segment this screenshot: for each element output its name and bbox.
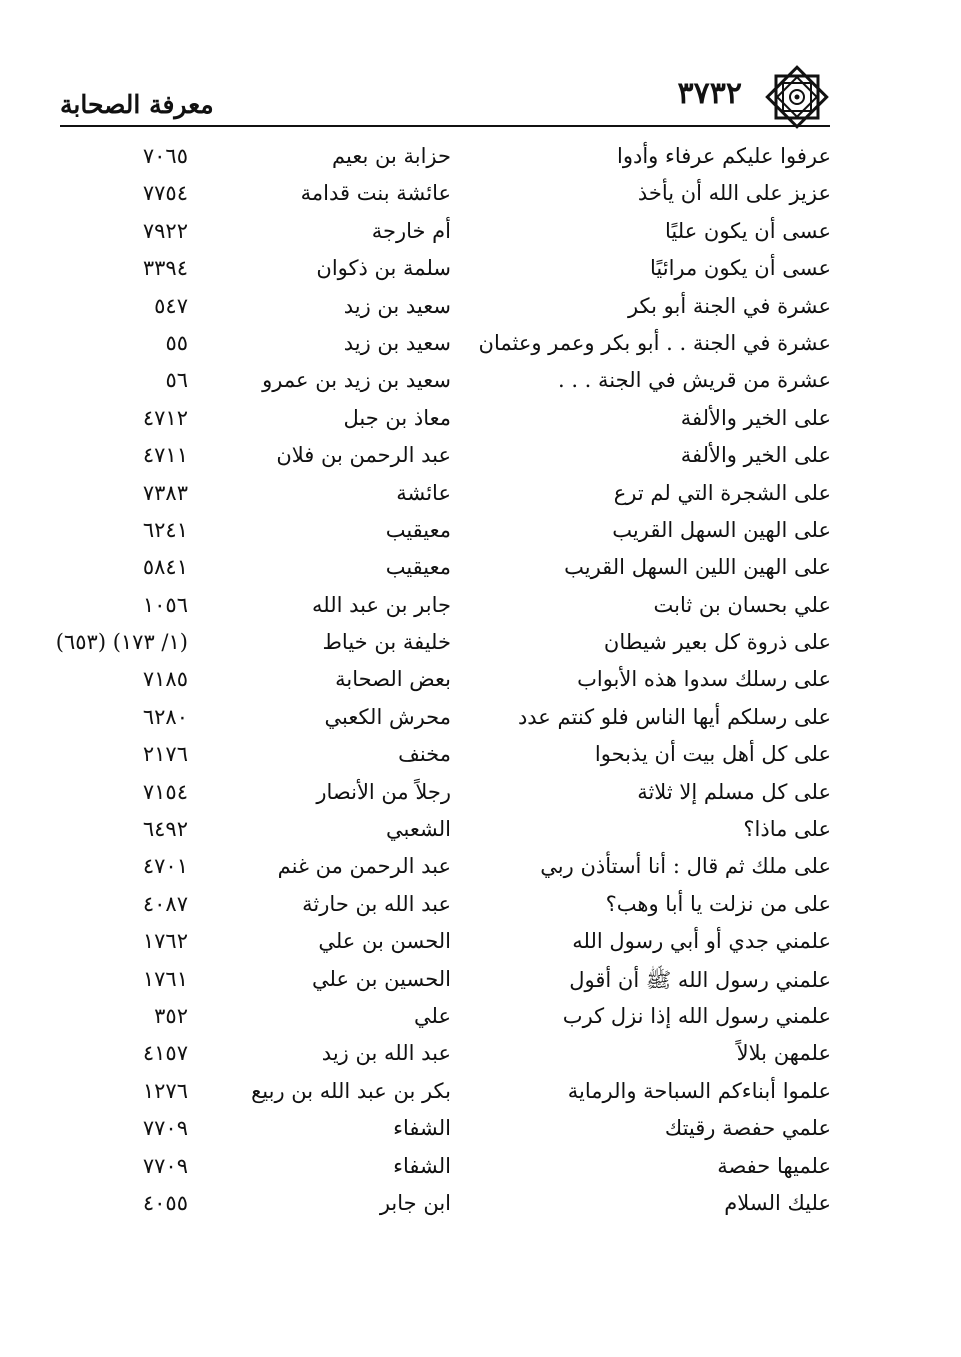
- page-header: [60, 62, 830, 126]
- hadith-text: على الهين السهل القريب: [612, 517, 831, 542]
- hadith-text: على الخير والألفة: [680, 443, 831, 468]
- reference-number: ١٧٦١: [142, 966, 188, 991]
- hadith-text: على الخير والألفة: [680, 405, 831, 430]
- reference-number: ٧٧٥٤: [142, 181, 188, 206]
- reference-number: ٥٥: [165, 330, 188, 355]
- narrator-name: سعيد بن زيد بن عمرو: [262, 368, 451, 393]
- index-row: [0, 1114, 961, 1151]
- index-row: [0, 404, 961, 441]
- index-row: [0, 965, 961, 1002]
- hadith-text: علمني جدي أو أبي رسول الله: [572, 929, 831, 954]
- islamic-star-ornament-icon: [764, 64, 830, 130]
- index-row: [0, 142, 961, 179]
- hadith-text: علموا أبناءكم السباحة والرماية: [567, 1078, 831, 1103]
- index-row: [0, 927, 961, 964]
- index-row: [0, 628, 961, 665]
- hadith-text: عزيز على الله أن يأخذ: [637, 181, 831, 206]
- narrator-name: خليفة بن خياط: [322, 630, 451, 655]
- index-row: [0, 591, 961, 628]
- hadith-text: على كل أهل بيت أن يذبحوا: [594, 742, 831, 767]
- hadith-text: على الشجرة التي لم ترع: [613, 480, 831, 505]
- index-row: [0, 329, 961, 366]
- hadith-text: على من نزلت يا أبا وهب؟: [605, 891, 831, 916]
- reference-number: ٤٧١٢: [142, 405, 188, 430]
- index-row: [0, 441, 961, 478]
- hadith-text: عشرة في الجنة أبو بكر: [627, 293, 831, 318]
- narrator-name: عائشة بنت قدامة: [300, 181, 451, 206]
- narrator-name: سلمة بن ذكوان: [316, 256, 451, 281]
- index-row: [0, 553, 961, 590]
- header-rule: [60, 125, 830, 127]
- narrator-name: ابن جابر: [379, 1190, 451, 1215]
- narrator-name: رجلاً من الأنصار: [316, 779, 451, 804]
- reference-number: ٣٥٢: [154, 1003, 188, 1028]
- index-row: [0, 366, 961, 403]
- hadith-text: على كل مسلم إلا ثلاثة: [637, 779, 831, 804]
- index-row: [0, 740, 961, 777]
- reference-number: (١/ ١٧٣) (٦٥٣): [55, 630, 188, 655]
- index-row: [0, 1002, 961, 1039]
- narrator-name: عبد الرحمن من غنم: [277, 854, 451, 879]
- narrator-name: الشفاء: [393, 1153, 451, 1178]
- index-row: [0, 815, 961, 852]
- reference-number: ٧٣٨٣: [142, 480, 188, 505]
- hadith-text: علمي حفصة رقيتك: [664, 1116, 831, 1141]
- index-row: [0, 778, 961, 815]
- hadith-text: عشرة من قريش في الجنة . . .: [557, 368, 831, 393]
- narrator-name: بكر بن عبد الله بن ربيع: [251, 1078, 451, 1103]
- hadith-text: على رسلكم أيها الناس فلو كنتم عدد: [517, 704, 831, 729]
- reference-number: ٢١٧٦: [142, 742, 188, 767]
- narrator-name: معيقيب: [385, 517, 451, 542]
- reference-number: ٤٧٠١: [142, 854, 188, 879]
- reference-number: ٦٢٤١: [142, 517, 188, 542]
- hadith-text: عسى أن يكون عليًا: [665, 218, 831, 243]
- narrator-name: حزابة بن بعيم: [332, 144, 451, 168]
- index-row: [0, 1152, 961, 1189]
- reference-number: ٧١٨٥: [142, 667, 188, 692]
- narrator-name: مخنف: [398, 742, 451, 767]
- narrator-name: عائشة: [396, 480, 451, 505]
- index-row: [0, 1077, 961, 1114]
- narrator-name: أم خارجة: [371, 218, 451, 243]
- hadith-text: على ذروة كل بعير شيطان: [603, 630, 831, 655]
- narrator-name: الحسين بن علي: [311, 966, 451, 991]
- narrator-name: علي: [414, 1003, 451, 1028]
- page-number: ٣٧٣٢: [677, 76, 742, 111]
- reference-number: ٧٧٠٩: [142, 1116, 188, 1141]
- reference-number: ٣٣٩٤: [142, 256, 188, 281]
- reference-number: ٧٩٢٢: [142, 218, 188, 243]
- hadith-text: عشرة في الجنة . . أبو بكر وعمر وعثمان: [478, 330, 831, 355]
- reference-number: ٤١٥٧: [142, 1041, 188, 1066]
- index-row: [0, 1039, 961, 1076]
- reference-number: ٧١٥٤: [142, 779, 188, 804]
- reference-number: ٤٠٥٥: [142, 1190, 188, 1215]
- reference-number: ٧٠٦٥: [142, 144, 188, 168]
- narrator-name: سعيد بن زيد: [343, 293, 451, 318]
- reference-number: ٧٧٠٩: [142, 1153, 188, 1178]
- narrator-name: الشفاء: [393, 1116, 451, 1141]
- reference-number: ٦٤٩٢: [142, 817, 188, 842]
- hadith-text: عليك السلام: [724, 1190, 831, 1215]
- hadith-text: عرفوا عليكم عرفاء وأدوا: [617, 144, 831, 168]
- narrator-name: بعض الصحابة: [335, 667, 451, 692]
- reference-number: ١٢٧٦: [142, 1078, 188, 1103]
- hadith-text: علمهن بلالاً: [736, 1041, 831, 1066]
- index-row: [0, 516, 961, 553]
- reference-number: ٦٢٨٠: [142, 704, 188, 729]
- narrator-name: عبد الله بن زيد: [321, 1041, 451, 1066]
- index-row: [0, 703, 961, 740]
- index-row: [0, 254, 961, 291]
- reference-number: ١٧٦٢: [142, 929, 188, 954]
- hadith-text: على ملك ثم قال : أنا أستأذن ربي: [540, 854, 831, 879]
- hadith-text: علمني رسول الله إذا نزل كرب: [562, 1003, 831, 1028]
- narrator-name: الشعبي: [386, 817, 451, 842]
- reference-number: ٤٠٨٧: [142, 891, 188, 916]
- index-row: [0, 1189, 961, 1226]
- hadith-text: علي بحسان بن ثابت: [653, 592, 831, 617]
- index-list: [0, 142, 961, 1226]
- narrator-name: معاذ بن جبل: [343, 405, 451, 430]
- reference-number: ٥٨٤١: [142, 555, 188, 580]
- index-row: [0, 852, 961, 889]
- book-title: معرفة الصحابة: [60, 90, 214, 119]
- narrator-name: محرش الكعبي: [324, 704, 451, 729]
- index-row: [0, 217, 961, 254]
- hadith-text: علميها حفصة: [717, 1153, 831, 1178]
- hadith-text: علمني رسول الله ﷺ أن أقول: [569, 967, 831, 992]
- index-row: [0, 292, 961, 329]
- reference-number: ٥٤٧: [154, 293, 188, 318]
- narrator-name: جابر بن عبد الله: [311, 592, 451, 617]
- index-row: [0, 890, 961, 927]
- narrator-name: عبد الرحمن بن فلان: [276, 443, 451, 468]
- hadith-text: على الهين اللين السهل القريب: [564, 555, 831, 580]
- reference-number: ٤٧١١: [142, 443, 188, 468]
- narrator-name: عبد الله بن حارثة: [302, 891, 451, 916]
- index-row: [0, 479, 961, 516]
- index-row: [0, 665, 961, 702]
- hadith-text: على ماذا؟: [743, 817, 831, 842]
- hadith-text: عسى أن يكون مرائيًا: [649, 256, 831, 281]
- index-row: [0, 179, 961, 216]
- narrator-name: الحسن بن علي: [318, 929, 451, 954]
- narrator-name: سعيد بن زيد: [343, 330, 451, 355]
- reference-number: ١٠٥٦: [142, 592, 188, 617]
- reference-number: ٥٦: [165, 368, 188, 393]
- narrator-name: معيقيب: [385, 555, 451, 580]
- hadith-text: على رسلك سدوا هذه الأبواب: [577, 667, 831, 692]
